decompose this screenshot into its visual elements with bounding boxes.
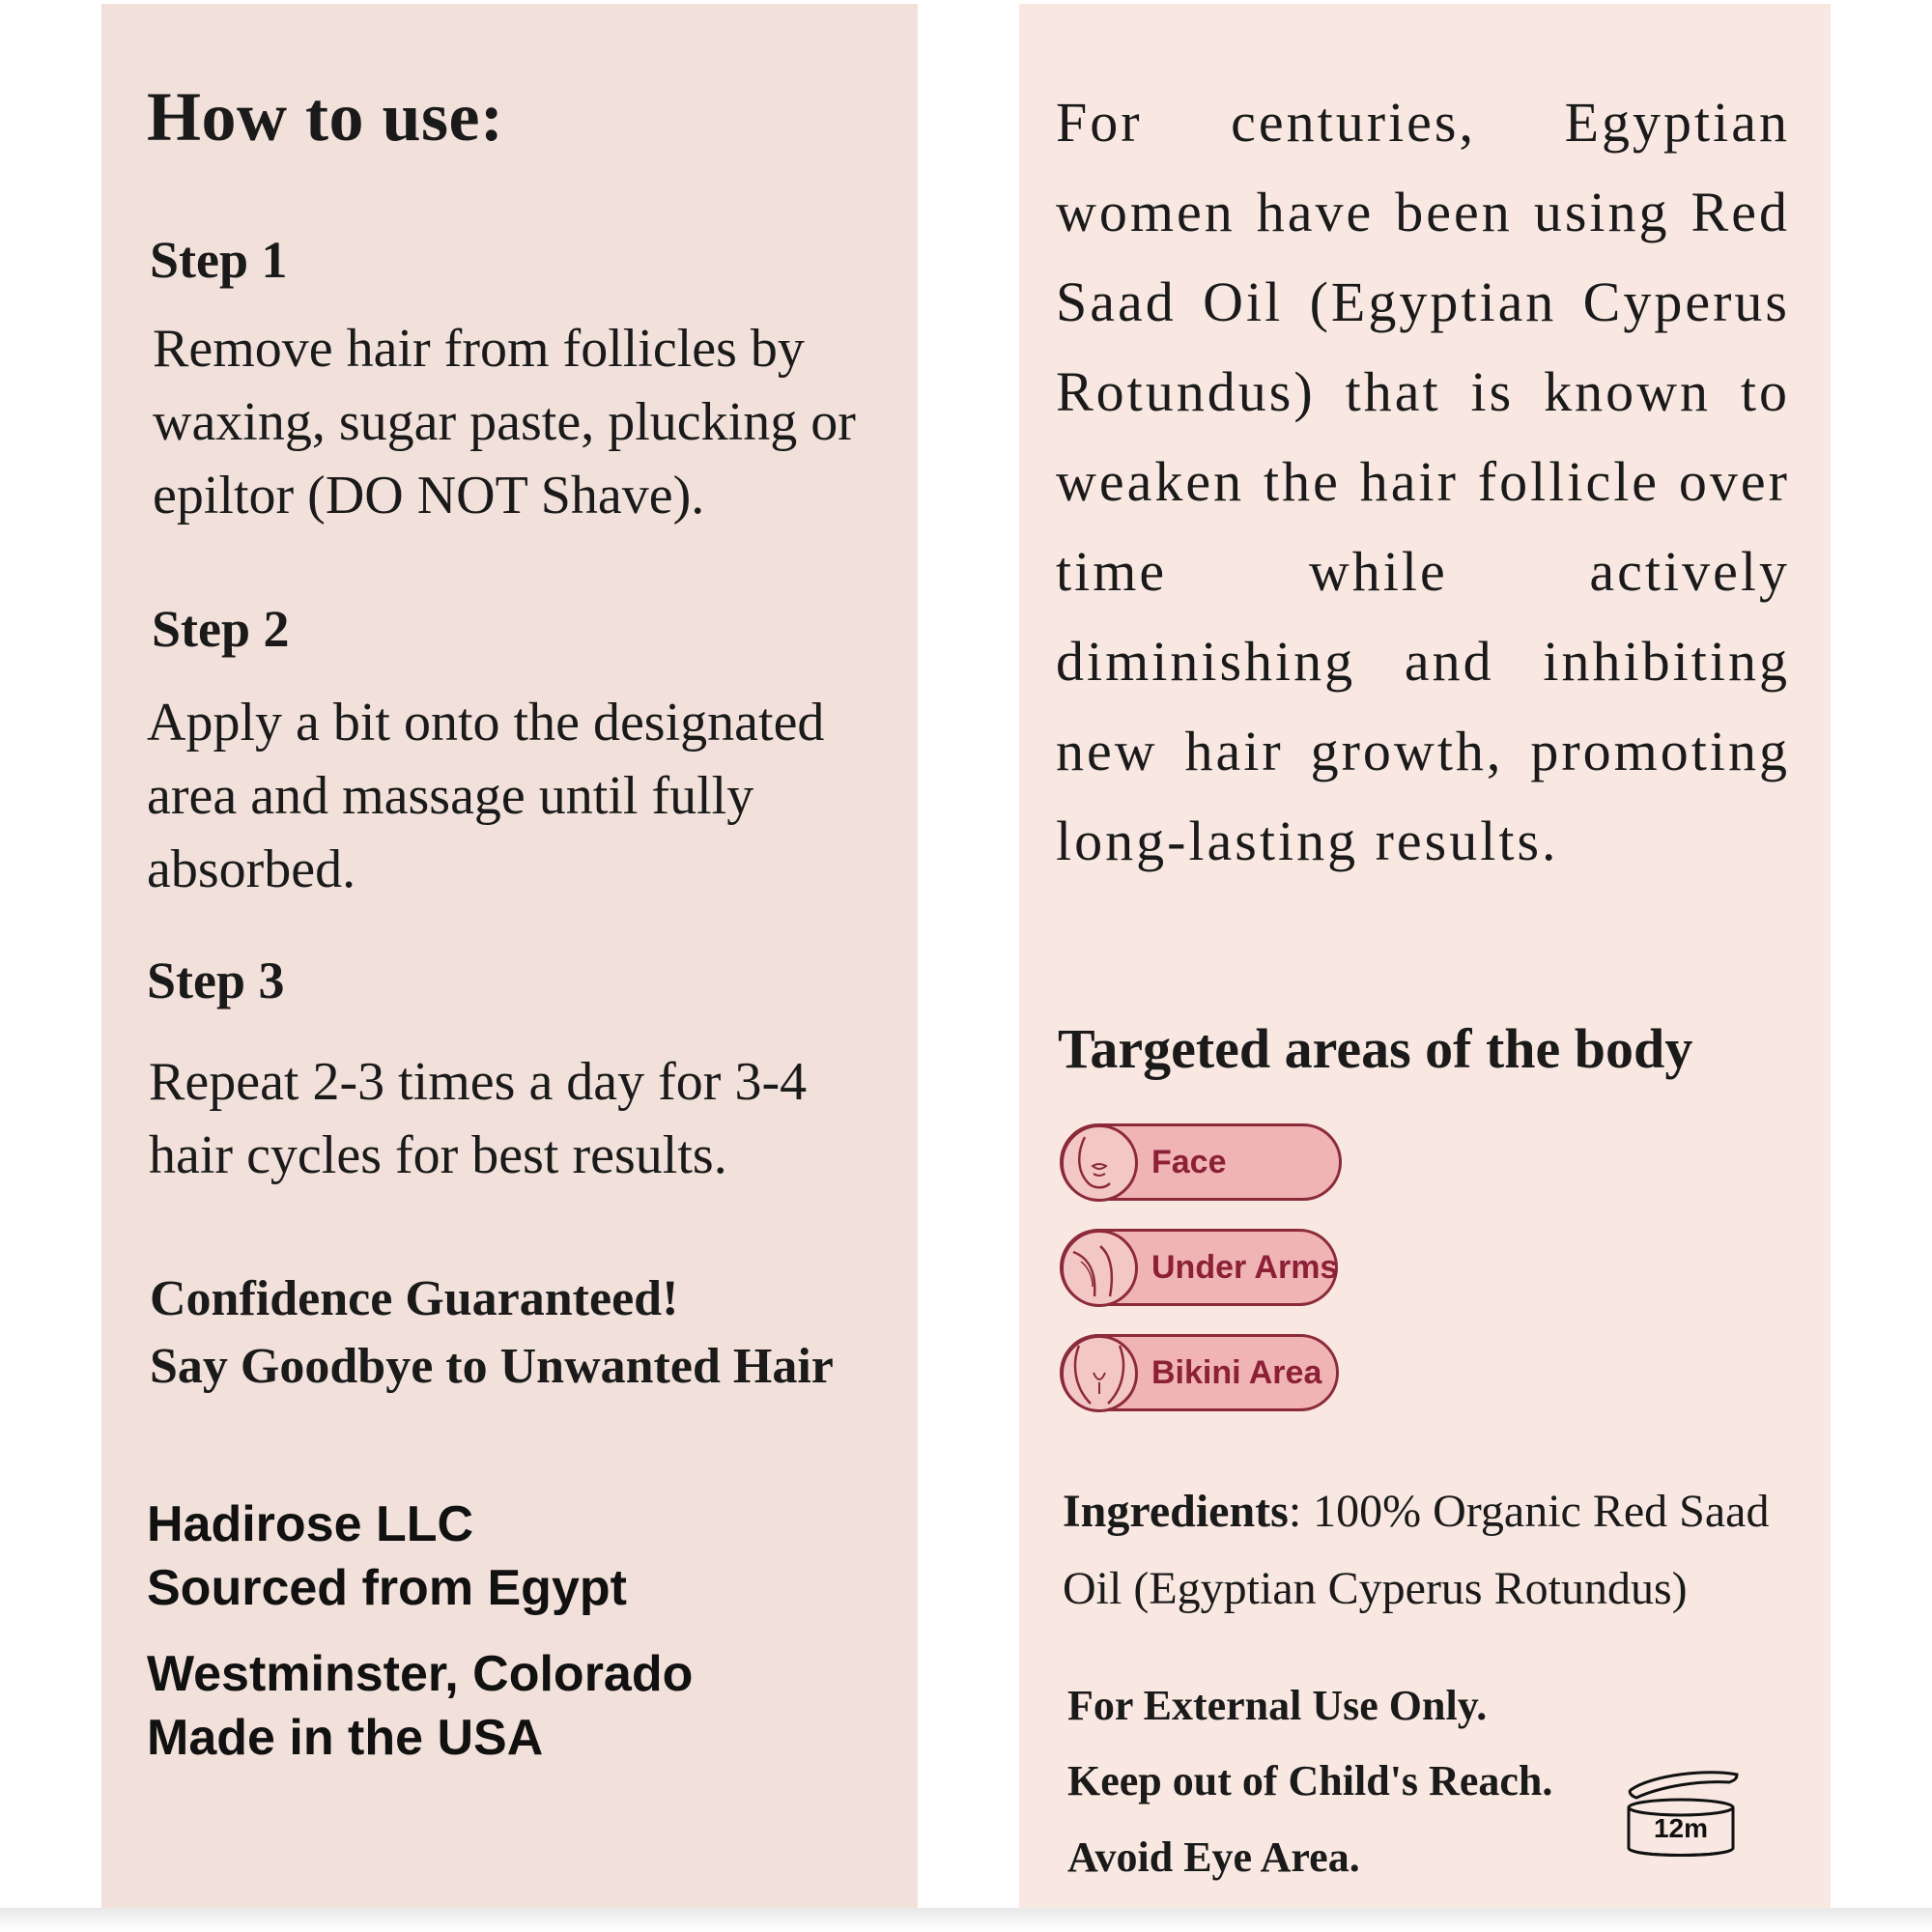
step-2-text: Apply a bit onto the designated area and massage until fully absorbed.: [147, 693, 825, 899]
company-block-2: [147, 1642, 693, 1770]
slogan-line-2: Say Goodbye to Unwanted Hair: [150, 1339, 834, 1394]
pao-jar-icon: [1623, 1763, 1744, 1869]
step-3-title: Step 3: [147, 952, 285, 1009]
step-3-text: Repeat 2-3 times a day for 3-4 hair cycles for best results.: [149, 1052, 808, 1185]
face-icon: [1061, 1124, 1138, 1202]
area-face-label: Face: [1151, 1144, 1227, 1180]
company-location: Westminster, Colorado: [147, 1646, 694, 1702]
targeted-areas-heading: Targeted areas of the body: [1058, 1017, 1693, 1080]
slogan: [150, 1265, 834, 1401]
warning-child-reach: Keep out of Child's Reach.: [1067, 1757, 1553, 1804]
area-under-arms: [1060, 1229, 1338, 1306]
pao-label: 12m: [1653, 1813, 1709, 1843]
company-name: Hadirose LLC: [147, 1496, 474, 1552]
sourced-from: Sourced from Egypt: [147, 1560, 627, 1616]
area-bikini: [1060, 1334, 1339, 1411]
step-1-text: Remove hair from follicles by waxing, sugar paste, plucking or epiltor (DO NOT Shave).: [153, 319, 856, 526]
bottom-shadow: [0, 1908, 1932, 1932]
area-bikini-label: Bikini Area: [1151, 1354, 1322, 1391]
ingredients: [1063, 1473, 1826, 1628]
made-in: Made in the USA: [147, 1710, 544, 1766]
ingredients-label: Ingredients: [1063, 1486, 1289, 1537]
warning-eye-area: Avoid Eye Area.: [1067, 1833, 1360, 1881]
area-under-arms-label: Under Arms: [1151, 1249, 1339, 1286]
company-block-1: [147, 1492, 627, 1620]
step-1-title: Step 1: [150, 231, 288, 289]
warning-external-use: For External Use Only.: [1067, 1682, 1488, 1729]
ingredients-text: : 100% Organic Red Saad Oil (Egyptian Cyperus Rotundus): [1063, 1486, 1770, 1614]
bikini-icon: [1061, 1335, 1138, 1412]
underarm-icon: [1061, 1230, 1138, 1307]
slogan-line-1: Confidence Guaranteed!: [150, 1271, 679, 1326]
product-story: For centuries, Egyptian women have been using Red Saad Oil (Egyptian Cyperus Rotundus) that is known to weaken the hair follicle over time while actively diminishing and inhibiting new hair growth, promoting long-lasting results.: [1056, 91, 1790, 872]
area-face: [1060, 1123, 1342, 1201]
step-2-title: Step 2: [152, 600, 290, 658]
how-to-use-heading: How to use:: [147, 78, 504, 156]
